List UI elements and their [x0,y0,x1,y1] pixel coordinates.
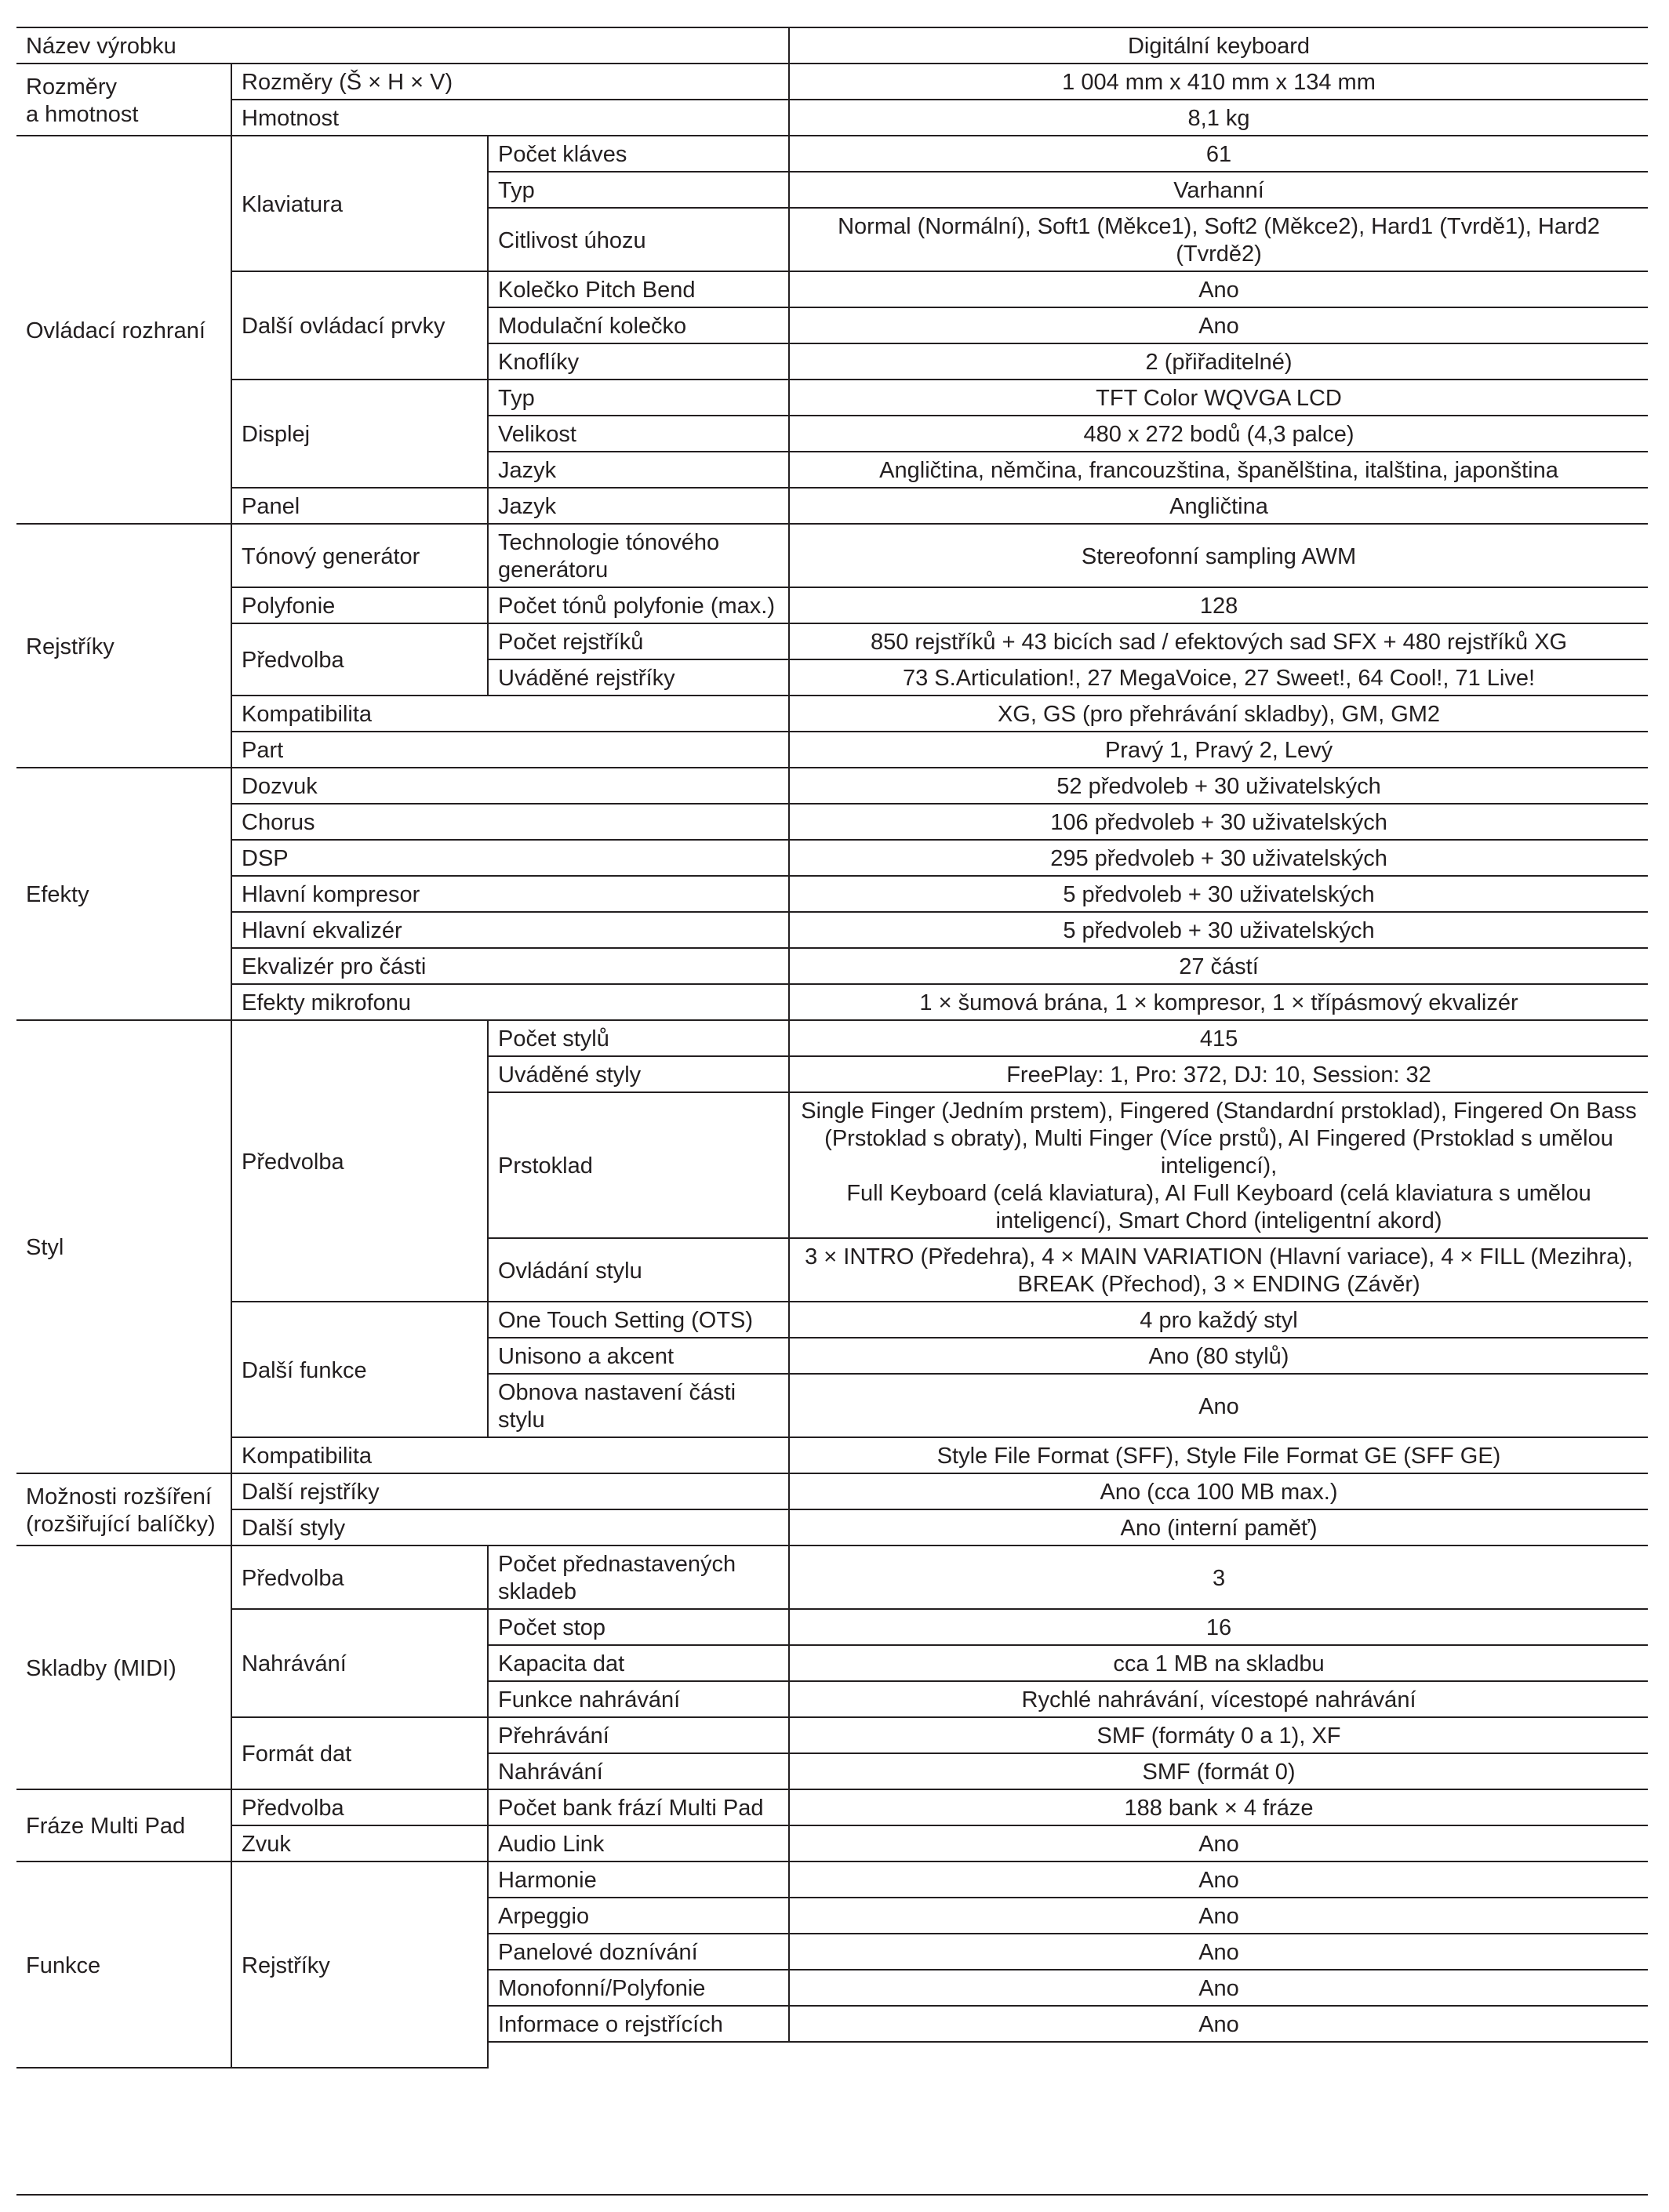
subcategory-cell: Předvolba [231,623,488,696]
category-cell: Rejstříky [16,524,231,768]
item-cell: Nahrávání [488,1753,789,1789]
subcategory-cell: Předvolba [231,1020,488,1302]
subcategory-cell: Kompatibilita [231,696,789,732]
table-row [16,380,1648,416]
table-row [16,1825,1648,1861]
item-cell: Jazyk [488,488,789,524]
value-cell: 16 [789,1609,1648,1645]
item-cell: Knoflíky [488,343,789,380]
table-row [16,732,1648,768]
item-cell: Unisono a akcent [488,1338,789,1374]
value-cell: Ano (interní paměť) [789,1509,1648,1545]
subcategory-cell: Kompatibilita [231,1437,789,1473]
value-cell: Ano (cca 100 MB max.) [789,1473,1648,1509]
item-cell: Harmonie [488,1861,789,1898]
value-cell: Ano [789,271,1648,307]
value-cell: 27 částí [789,948,1648,984]
table-row [16,1473,1648,1509]
bottom-rule [16,2194,1648,2196]
item-cell: Typ [488,172,789,208]
value-cell: Ano [789,2006,1648,2042]
value-cell: 106 předvoleb + 30 uživatelských [789,804,1648,840]
subcategory-cell: Panel [231,488,488,524]
item-cell: Přehrávání [488,1717,789,1753]
item-cell: Citlivost úhozu [488,208,789,271]
category-cell: Efekty [16,768,231,1020]
value-cell: 128 [789,587,1648,623]
table-row [16,524,1648,587]
value-cell: 61 [789,136,1648,172]
table-row [16,840,1648,876]
subcategory-cell: Další styly [231,1509,789,1545]
value-cell: 5 předvoleb + 30 uživatelských [789,876,1648,912]
value-cell: Pravý 1, Pravý 2, Levý [789,732,1648,768]
value-cell: TFT Color WQVGA LCD [789,380,1648,416]
subcategory-cell: Displej [231,380,488,488]
item-cell: One Touch Setting (OTS) [488,1302,789,1338]
item-cell: Obnova nastavení části stylu [488,1374,789,1437]
value-cell: 850 rejstříků + 43 bicích sad / efektových sad SFX + 480 rejstříků XG [789,623,1648,659]
item-cell: Počet stylů [488,1020,789,1056]
value-cell: 1 004 mm x 410 mm x 134 mm [789,64,1648,100]
value-cell: Ano [789,307,1648,343]
table-row [16,623,1648,659]
item-cell: Typ [488,380,789,416]
value-cell: 8,1 kg [789,100,1648,136]
value-cell: FreePlay: 1, Pro: 372, DJ: 10, Session: 32 [789,1056,1648,1092]
table-row [16,768,1648,804]
value-cell: 5 předvoleb + 30 uživatelských [789,912,1648,948]
value-cell: 3 × INTRO (Předehra), 4 × MAIN VARIATION (Hlavní variace), 4 × FILL (Mezihra), BREAK (Přechod), 3 × ENDING (Závěr) [789,1238,1648,1302]
item-cell: Technologie tónového generátoru [488,524,789,587]
subcategory-cell: Další ovládací prvky [231,271,488,380]
subcategory-cell: Chorus [231,804,789,840]
value-cell: SMF (formát 0) [789,1753,1648,1789]
value-cell: Ano [789,1898,1648,1934]
value-cell: 480 x 272 bodů (4,3 palce) [789,416,1648,452]
table-row [16,1509,1648,1545]
spec-table [16,27,1648,2069]
item-cell: Kapacita dat [488,1645,789,1681]
value-cell: Digitální keyboard [789,27,1648,64]
subcategory-cell: Hlavní kompresor [231,876,789,912]
subcategory-cell: Polyfonie [231,587,488,623]
item-cell: Modulační kolečko [488,307,789,343]
subcategory-cell: Ekvalizér pro části [231,948,789,984]
category-cell: Fráze Multi Pad [16,1789,231,1861]
subcategory-cell: Předvolba [231,1789,488,1825]
item-cell: Počet rejstříků [488,623,789,659]
value-cell: SMF (formáty 0 a 1), XF [789,1717,1648,1753]
item-cell: Informace o rejstřících [488,2006,789,2042]
value-cell: Ano [789,1970,1648,2006]
subcategory-cell: Rejstříky [231,1861,488,2068]
category-label: Rozměry a hmotnost [26,74,139,127]
category-cell: Možnosti rozšíření (rozšiřující balíčky) [16,1473,231,1545]
value-cell: Varhanní [789,172,1648,208]
item-cell: Prstoklad [488,1092,789,1238]
value-cell: 188 bank × 4 fráze [789,1789,1648,1825]
table-row [16,488,1648,524]
table-row [16,696,1648,732]
table-row [16,804,1648,840]
item-cell: Jazyk [488,452,789,488]
table-row [16,912,1648,948]
value-cell: Ano [789,1374,1648,1437]
subcategory-cell: Další funkce [231,1302,488,1437]
table-row [16,587,1648,623]
item-cell: Počet bank frází Multi Pad [488,1789,789,1825]
subcategory-cell: Dozvuk [231,768,789,804]
category-cell [16,64,231,136]
value-cell: XG, GS (pro přehrávání skladby), GM, GM2 [789,696,1648,732]
value-cell: Angličtina [789,488,1648,524]
table-row [16,876,1648,912]
value-cell: 3 [789,1545,1648,1609]
category-cell: Funkce [16,1861,231,2068]
item-cell: Funkce nahrávání [488,1681,789,1717]
table-row [16,271,1648,307]
subcategory-cell: Rozměry (Š × H × V) [231,64,789,100]
value-cell: 415 [789,1020,1648,1056]
value-cell: Stereofonní sampling AWM [789,524,1648,587]
table-row [16,1609,1648,1645]
table-row [16,1020,1648,1056]
item-cell: Počet kláves [488,136,789,172]
category-cell: Ovládací rozhraní [16,136,231,524]
table-row [16,984,1648,1020]
row-header-cell: Název výrobku [16,27,789,64]
item-cell: Uváděné rejstříky [488,659,789,696]
value-cell: 2 (přiřaditelné) [789,343,1648,380]
subcategory-cell: Předvolba [231,1545,488,1609]
subcategory-cell: Efekty mikrofonu [231,984,789,1020]
item-cell: Monofonní/Polyfonie [488,1970,789,2006]
subcategory-cell: Part [231,732,789,768]
empty-cell [789,2042,1648,2068]
subcategory-cell: Zvuk [231,1825,488,1861]
table-row [16,100,1648,136]
category-cell: Styl [16,1020,231,1473]
subcategory-cell: Klaviatura [231,136,488,271]
table-row [16,64,1648,100]
value-cell: 1 × šumová brána, 1 × kompresor, 1 × třípásmový ekvalizér [789,984,1648,1020]
item-cell: Ovládání stylu [488,1238,789,1302]
value-cell: Style File Format (SFF), Style File Format GE (SFF GE) [789,1437,1648,1473]
item-cell: Arpeggio [488,1898,789,1934]
subcategory-cell: Formát dat [231,1717,488,1789]
table-row [16,1545,1648,1609]
table-row [16,1861,1648,1898]
table-row [16,1717,1648,1753]
item-cell: Počet tónů polyfonie (max.) [488,587,789,623]
table-row [16,27,1648,64]
subcategory-cell: Nahrávání [231,1609,488,1717]
table-row [16,948,1648,984]
value-cell: Ano [789,1861,1648,1898]
table-row [16,136,1648,172]
subcategory-cell: DSP [231,840,789,876]
value-cell: 52 předvoleb + 30 uživatelských [789,768,1648,804]
item-cell: Kolečko Pitch Bend [488,271,789,307]
value-cell: Normal (Normální), Soft1 (Měkce1), Soft2 (Měkce2), Hard1 (Tvrdě1), Hard2 (Tvrdě2) [789,208,1648,271]
item-cell: Počet přednastavených skladeb [488,1545,789,1609]
table-row [16,1302,1648,1338]
value-cell: Angličtina, němčina, francouzština, španělština, italština, japonština [789,452,1648,488]
value-cell: Ano [789,1934,1648,1970]
subcategory-cell: Tónový generátor [231,524,488,587]
value-cell: Rychlé nahrávání, vícestopé nahrávání [789,1681,1648,1717]
item-cell: Velikost [488,416,789,452]
empty-cell [488,2042,789,2068]
table-row [16,1437,1648,1473]
value-cell: Single Finger (Jedním prstem), Fingered (Standardní prstoklad), Fingered On Bass (Prstoklad s obraty), Multi Finger (Více prstů), AI Fingered (Prstoklad s umělou inteligencí), Full Keyboard (celá klaviatura), AI Full Keyboard (celá klaviatura s umělou inteligencí), Smart Chord (inteligentní akord) [789,1092,1648,1238]
item-cell: Uváděné styly [488,1056,789,1092]
table-row [16,1789,1648,1825]
item-cell: Počet stop [488,1609,789,1645]
value-cell: 295 předvoleb + 30 uživatelských [789,840,1648,876]
value-cell: Ano [789,1825,1648,1861]
subcategory-cell: Další rejstříky [231,1473,789,1509]
value-cell: Ano (80 stylů) [789,1338,1648,1374]
value-cell: 4 pro každý styl [789,1302,1648,1338]
value-cell: 73 S.Articulation!, 27 MegaVoice, 27 Sweet!, 64 Cool!, 71 Live! [789,659,1648,696]
subcategory-cell: Hmotnost [231,100,789,136]
item-cell: Audio Link [488,1825,789,1861]
subcategory-cell: Hlavní ekvalizér [231,912,789,948]
value-cell: cca 1 MB na skladbu [789,1645,1648,1681]
category-cell: Skladby (MIDI) [16,1545,231,1789]
item-cell: Panelové doznívání [488,1934,789,1970]
